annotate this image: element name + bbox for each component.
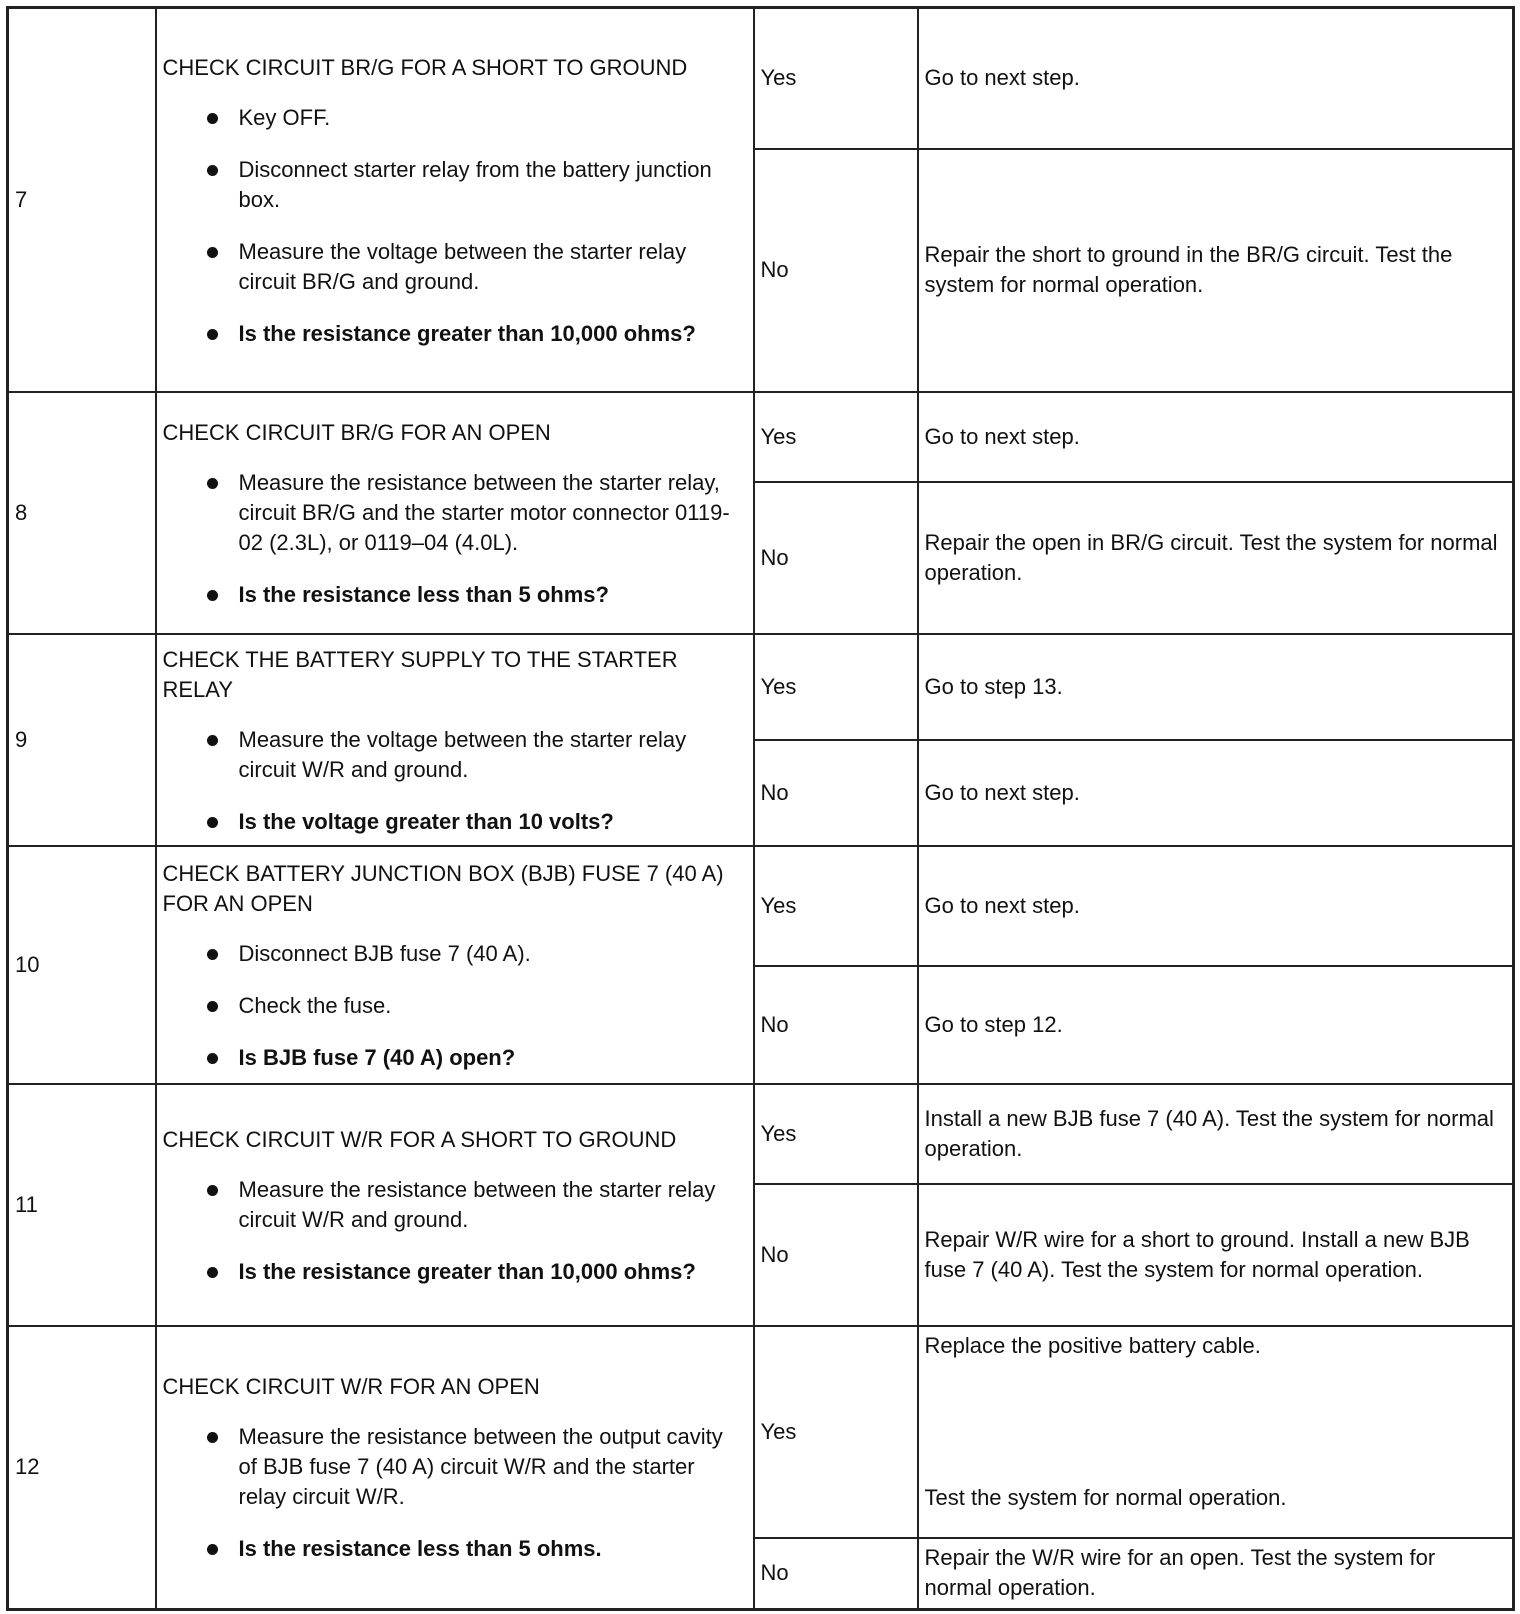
action-no: Go to next step. xyxy=(918,740,1514,846)
list-item: Measure the voltage between the starter relay circuit W/R and ground. xyxy=(207,725,743,785)
test-title: CHECK CIRCUIT BR/G FOR A SHORT TO GROUND xyxy=(162,54,688,80)
bullet-icon xyxy=(207,735,218,746)
bullet-icon xyxy=(207,113,218,124)
instruction-list xyxy=(163,468,743,610)
question-item: Is BJB fuse 7 (40 A) open? xyxy=(207,1043,743,1073)
question-item: Is the resistance greater than 10,000 ohms? xyxy=(207,1257,743,1287)
list-item: Measure the voltage between the starter relay circuit BR/G and ground. xyxy=(207,237,743,297)
bullet-icon xyxy=(207,1001,218,1012)
result-yes: Yes xyxy=(754,846,918,966)
bullet-icon xyxy=(207,949,218,960)
question-item: Is the voltage greater than 10 volts? xyxy=(207,807,743,837)
list-item: Measure the resistance between the starter relay, circuit BR/G and the starter motor connector 0119-02 (2.3L), or 0119–04 (4.0L). xyxy=(207,468,743,558)
action-no: Go to step 12. xyxy=(918,966,1514,1084)
test-cell xyxy=(156,392,754,634)
result-no: No xyxy=(754,149,918,392)
bullet-icon xyxy=(207,478,218,489)
bullet-icon xyxy=(207,817,218,828)
action-yes: Go to step 13. xyxy=(918,634,1514,740)
bullet-icon xyxy=(207,1053,218,1064)
list-item: Disconnect starter relay from the battery junction box. xyxy=(207,155,743,215)
bullet-icon xyxy=(207,590,218,601)
result-no: No xyxy=(754,1184,918,1326)
instruction-list xyxy=(163,1422,743,1564)
test-title: CHECK BATTERY JUNCTION BOX (BJB) FUSE 7 (40 A) FOR AN OPEN xyxy=(162,860,724,916)
test-cell xyxy=(156,1326,754,1610)
question-item: Is the resistance greater than 10,000 ohms? xyxy=(207,319,743,349)
test-title: CHECK CIRCUIT W/R FOR AN OPEN xyxy=(162,1374,540,1400)
result-yes: Yes xyxy=(754,8,918,149)
table-row xyxy=(8,1084,1514,1184)
step-number: 12 xyxy=(8,1326,156,1610)
test-title: CHECK CIRCUIT W/R FOR A SHORT TO GROUND xyxy=(162,1126,677,1152)
action-yes: Go to next step. xyxy=(918,392,1514,482)
step-number: 11 xyxy=(8,1084,156,1326)
list-item: Disconnect BJB fuse 7 (40 A). xyxy=(207,939,743,969)
diagnostic-table xyxy=(6,6,1515,1611)
action-yes xyxy=(918,1326,1514,1538)
list-item: Measure the resistance between the output cavity of BJB fuse 7 (40 A) circuit W/R and the starter relay circuit W/R. xyxy=(207,1422,743,1512)
table-row xyxy=(8,846,1514,966)
test-cell xyxy=(156,8,754,392)
question-item: Is the resistance less than 5 ohms? xyxy=(207,580,743,610)
test-title: CHECK THE BATTERY SUPPLY TO THE STARTER RELAY xyxy=(162,646,678,702)
table-row xyxy=(8,392,1514,482)
action-no: Repair the open in BR/G circuit. Test the system for normal operation. xyxy=(918,482,1514,634)
test-title: CHECK CIRCUIT BR/G FOR AN OPEN xyxy=(162,419,551,445)
table-row xyxy=(8,634,1514,740)
step-number: 8 xyxy=(8,392,156,634)
result-no: No xyxy=(754,966,918,1084)
action-yes-text: Replace the positive battery cable. xyxy=(924,1332,1261,1358)
test-cell xyxy=(156,1084,754,1326)
action-no: Repair the short to ground in the BR/G circuit. Test the system for normal operation. xyxy=(918,149,1514,392)
list-item: Key OFF. xyxy=(207,103,743,133)
result-no: No xyxy=(754,482,918,634)
instruction-list xyxy=(163,725,743,837)
test-cell xyxy=(156,634,754,846)
bullet-icon xyxy=(207,1432,218,1443)
table-row xyxy=(8,8,1514,149)
question-item: Is the resistance less than 5 ohms. xyxy=(207,1534,743,1564)
list-item: Measure the resistance between the starter relay circuit W/R and ground. xyxy=(207,1175,743,1235)
step-number: 7 xyxy=(8,8,156,392)
step-number: 9 xyxy=(8,634,156,846)
action-yes: Go to next step. xyxy=(918,8,1514,149)
action-yes-text-2: Test the system for normal operation. xyxy=(924,1484,1287,1510)
action-no: Repair W/R wire for a short to ground. Install a new BJB fuse 7 (40 A). Test the system for normal operation. xyxy=(918,1184,1514,1326)
action-yes: Go to next step. xyxy=(918,846,1514,966)
test-cell xyxy=(156,846,754,1084)
instruction-list xyxy=(163,1175,743,1287)
bullet-icon xyxy=(207,1185,218,1196)
result-no: No xyxy=(754,1538,918,1610)
action-yes: Install a new BJB fuse 7 (40 A). Test the system for normal operation. xyxy=(918,1084,1514,1184)
instruction-list xyxy=(163,103,743,349)
result-yes: Yes xyxy=(754,1084,918,1184)
result-yes: Yes xyxy=(754,392,918,482)
result-yes: Yes xyxy=(754,1326,918,1538)
step-number: 10 xyxy=(8,846,156,1084)
table-row xyxy=(8,1326,1514,1538)
result-no: No xyxy=(754,740,918,846)
list-item: Check the fuse. xyxy=(207,991,743,1021)
bullet-icon xyxy=(207,1544,218,1555)
bullet-icon xyxy=(207,165,218,176)
bullet-icon xyxy=(207,329,218,340)
result-yes: Yes xyxy=(754,634,918,740)
action-no: Repair the W/R wire for an open. Test the system for normal operation. xyxy=(918,1538,1514,1610)
bullet-icon xyxy=(207,247,218,258)
instruction-list xyxy=(163,939,743,1073)
bullet-icon xyxy=(207,1267,218,1278)
